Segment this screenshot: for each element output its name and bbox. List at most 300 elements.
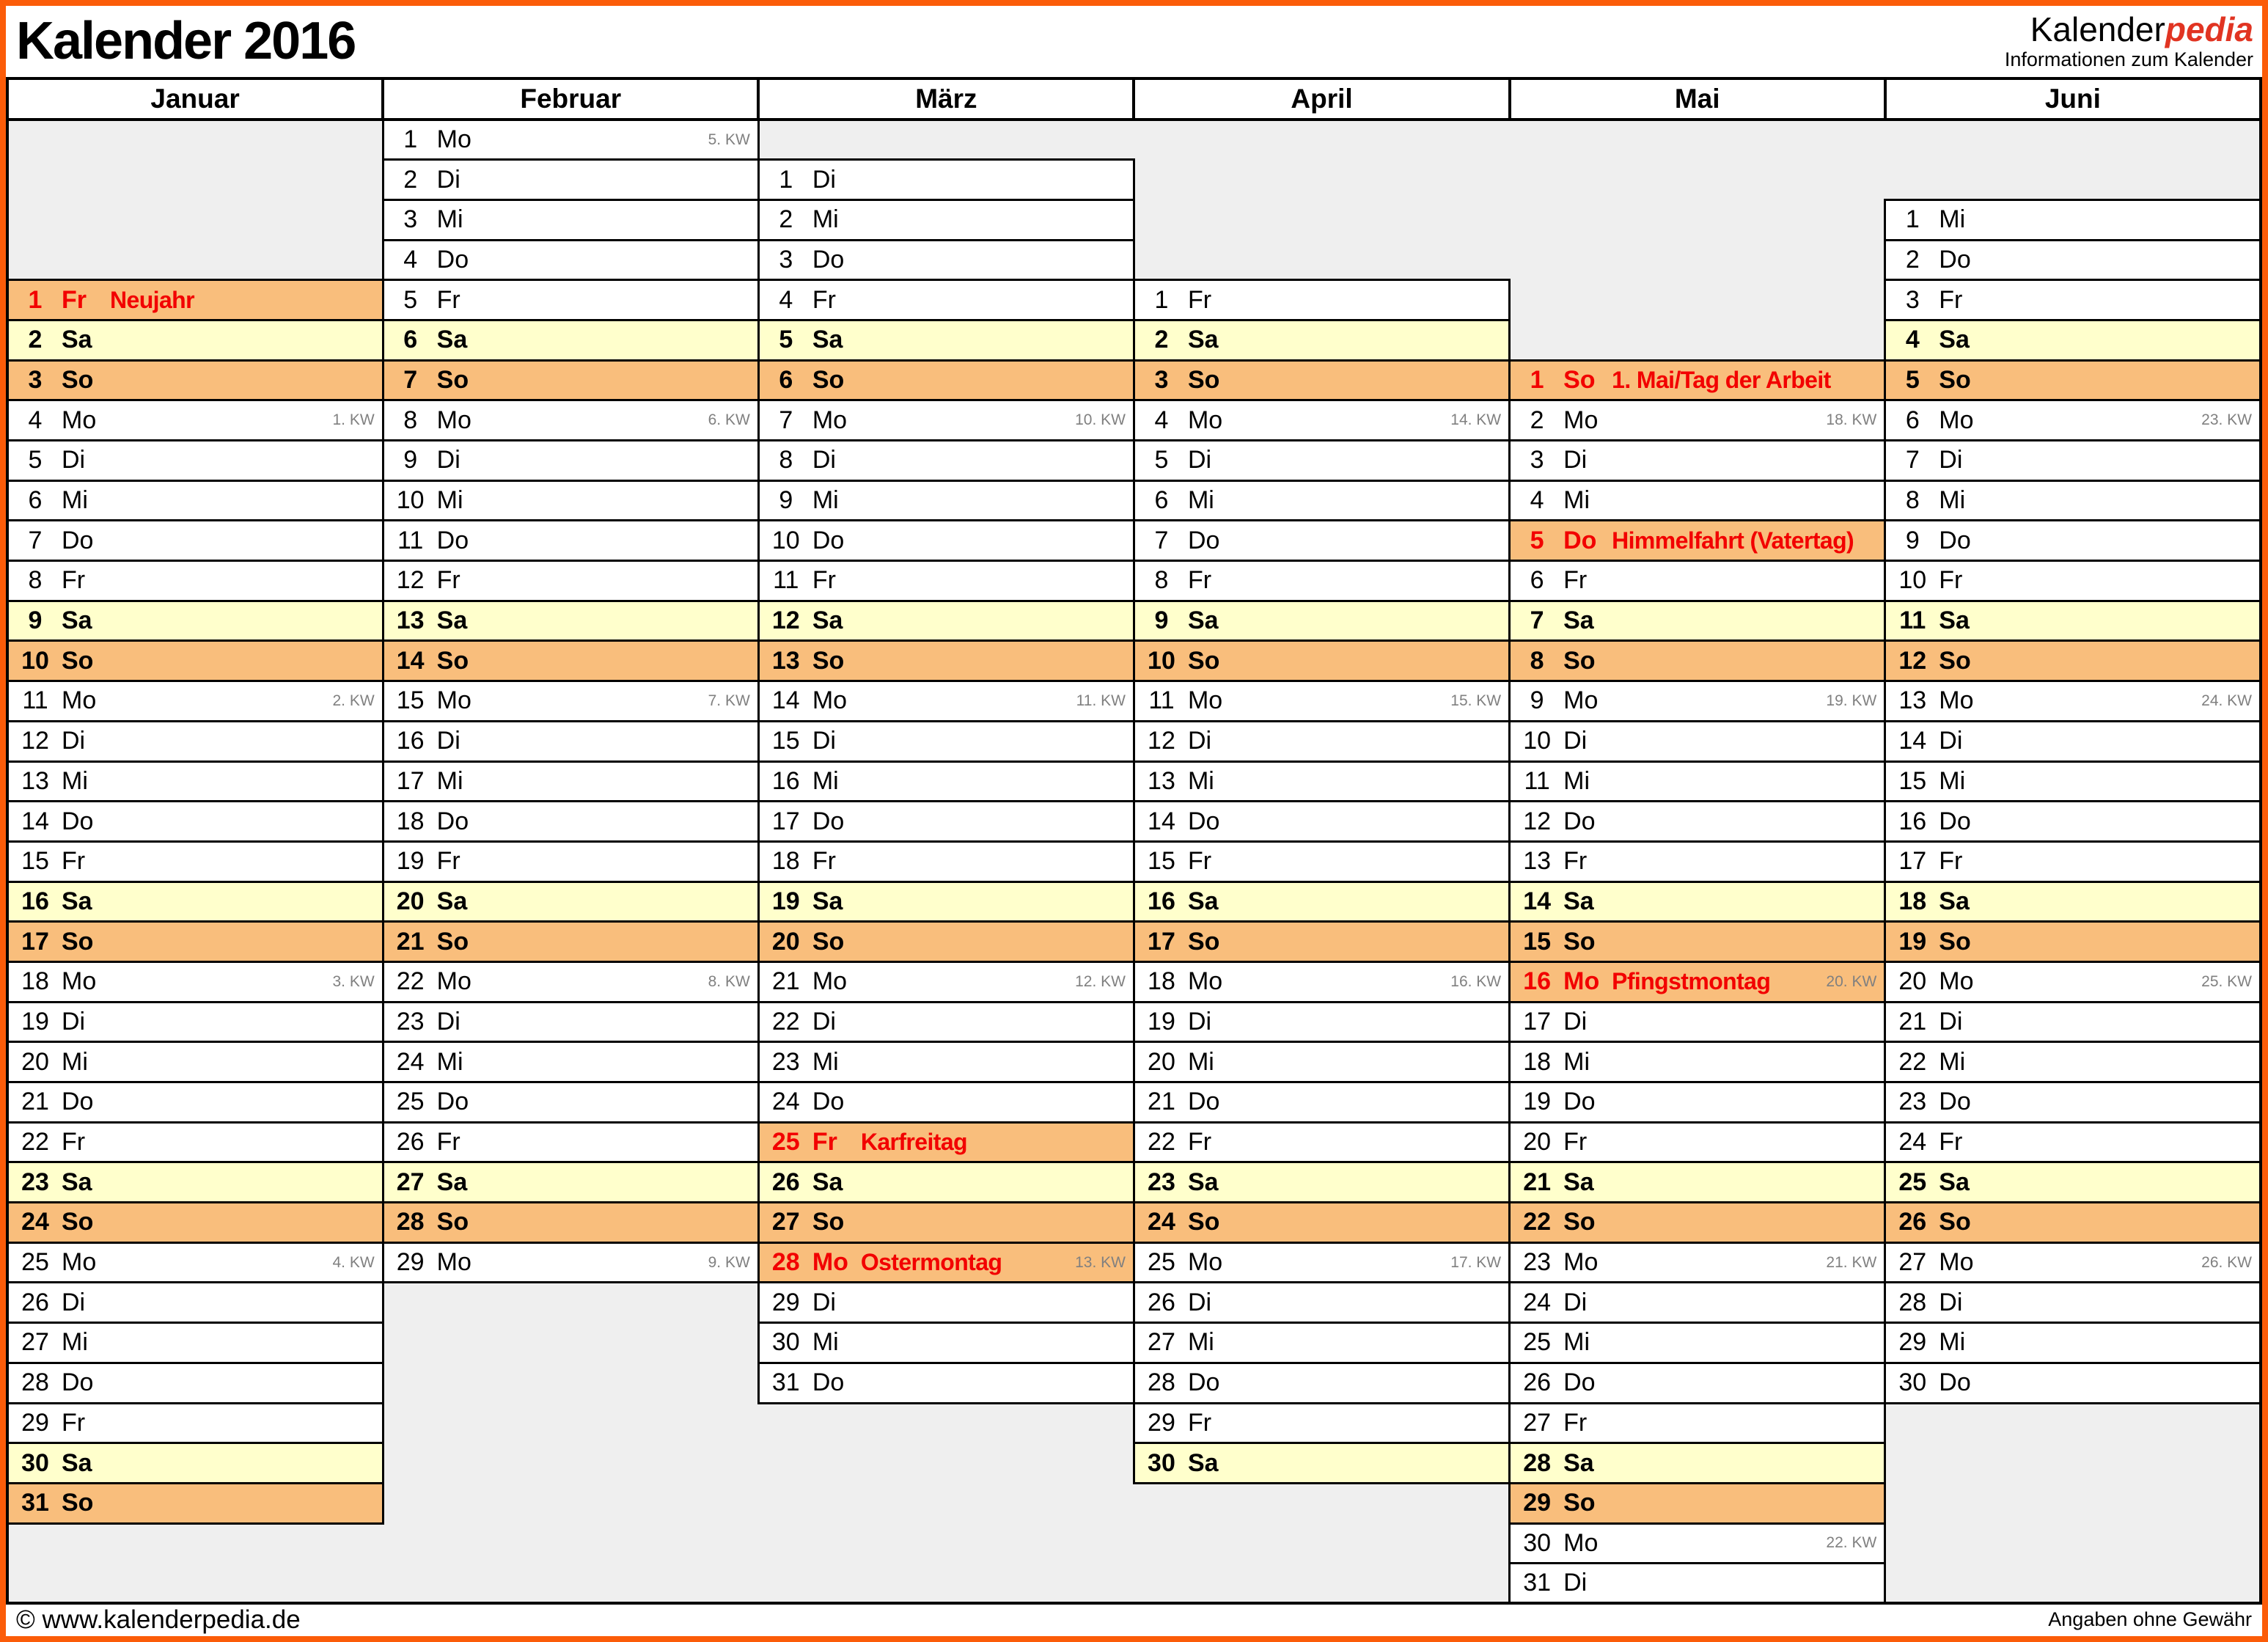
day-cell [758, 641, 1134, 681]
day-number: 20 [21, 1047, 49, 1076]
day-cell-content [1511, 767, 1884, 796]
day-cell [1134, 641, 1509, 681]
day-cell-content [1511, 807, 1884, 836]
empty-cell [7, 160, 383, 200]
day-cell [1510, 1363, 1885, 1403]
weekday-abbr: Do [1187, 1088, 1220, 1116]
calendar-row [7, 561, 2261, 601]
day-cell [758, 480, 1134, 521]
day-cell-content [760, 406, 1133, 435]
holiday-cell [1510, 521, 1885, 561]
day-cell [758, 360, 1134, 400]
weekday-abbr: Mo [436, 406, 471, 434]
day-number: 11 [1148, 686, 1175, 715]
empty-cell [1885, 1564, 2261, 1604]
day-cell-content [9, 286, 382, 315]
weekday-abbr: Fr [1939, 1128, 1963, 1157]
day-cell-content [760, 566, 1133, 595]
calendar-row [7, 802, 2261, 842]
day-number: 28 [1898, 1288, 1927, 1316]
day-cell-content [1511, 967, 1884, 996]
day-number: 28 [21, 1368, 49, 1397]
weekday-abbr: Fr [1939, 285, 1963, 314]
calendar-row [7, 1443, 2261, 1484]
empty-cell [7, 240, 383, 280]
calendar-row [7, 601, 2261, 641]
day-cell-content [384, 847, 757, 876]
day-cell [1134, 320, 1509, 360]
day-number: 6 [1154, 486, 1169, 515]
day-cell [1885, 601, 2261, 641]
day-number: 23 [21, 1168, 49, 1196]
calendar-row [7, 882, 2261, 922]
day-number: 8 [1154, 566, 1169, 595]
day-number: 6 [28, 486, 43, 515]
empty-cell [1885, 1523, 2261, 1564]
weekday-abbr: Fr [436, 847, 460, 876]
day-cell [383, 721, 758, 761]
day-number: 9 [1905, 526, 1920, 554]
day-number: 10 [1148, 646, 1175, 675]
calendar-row [7, 280, 2261, 320]
day-cell [383, 120, 758, 160]
day-number: 27 [1148, 1328, 1175, 1357]
month-header: Februar [383, 78, 758, 120]
weekday-abbr: Do [1563, 807, 1596, 835]
weekday-abbr: Mi [436, 1047, 463, 1076]
day-cell [758, 601, 1134, 641]
weekday-abbr: Mo [436, 967, 471, 996]
day-cell [1885, 441, 2261, 481]
day-number: 29 [21, 1408, 49, 1437]
weekday-abbr: Do [1187, 807, 1220, 835]
day-number: 24 [21, 1208, 49, 1236]
day-number: 29 [1148, 1408, 1175, 1437]
day-cell-content [1886, 1368, 2259, 1397]
day-cell [1885, 400, 2261, 441]
week-number-label: 10. KW [1075, 411, 1126, 429]
weekday-abbr: Sa [1187, 606, 1219, 635]
empty-cell [1134, 199, 1509, 240]
day-cell-content [760, 1168, 1133, 1197]
day-number: 25 [1523, 1328, 1552, 1357]
day-cell-content [1511, 1569, 1884, 1597]
day-cell-content [384, 166, 757, 194]
day-cell-content [760, 246, 1133, 274]
day-number: 4 [1154, 406, 1169, 434]
day-cell-content [384, 125, 757, 154]
day-cell [1134, 1283, 1509, 1323]
calendar-row [7, 441, 2261, 481]
empty-cell [1134, 1483, 1509, 1523]
day-cell [1885, 841, 2261, 882]
day-cell-content [384, 527, 757, 555]
day-number: 12 [396, 566, 425, 595]
weekday-abbr: Mi [1939, 1047, 1966, 1076]
day-number: 14 [396, 646, 425, 675]
day-number: 1 [1905, 205, 1920, 234]
day-cell-content [9, 326, 382, 354]
day-number: 29 [1898, 1328, 1927, 1357]
week-number-label: 9. KW [708, 1253, 750, 1271]
day-number: 3 [779, 245, 793, 274]
week-number-label: 4. KW [332, 1253, 375, 1271]
day-cell-content [384, 1048, 757, 1077]
calendar-row [7, 1002, 2261, 1042]
week-number-label: 21. KW [1826, 1253, 1877, 1271]
day-cell [1134, 1323, 1509, 1363]
day-cell-content [9, 727, 382, 755]
day-cell-content [1886, 1208, 2259, 1236]
weekday-abbr: Mo [1939, 967, 1974, 996]
day-number: 26 [1148, 1288, 1175, 1316]
day-number: 30 [1898, 1368, 1927, 1397]
day-cell [758, 199, 1134, 240]
weekday-abbr: Do [62, 526, 94, 554]
day-cell [758, 961, 1134, 1002]
day-cell-content [9, 1289, 382, 1317]
day-cell [383, 601, 758, 641]
weekday-abbr: Di [1563, 1007, 1588, 1036]
weekday-abbr: Fr [62, 566, 86, 595]
weekday-abbr: So [1939, 646, 1971, 675]
holiday-label: Karfreitag [860, 1129, 967, 1156]
week-number-label: 5. KW [708, 131, 750, 148]
day-cell [1510, 480, 1885, 521]
day-cell [1134, 280, 1509, 320]
day-cell [1510, 1122, 1885, 1162]
day-cell-content [1886, 647, 2259, 675]
weekday-abbr: Di [436, 727, 460, 755]
day-cell-content [760, 166, 1133, 194]
day-cell-content [1135, 366, 1508, 395]
day-cell-content [1511, 486, 1884, 515]
day-cell-content [1511, 1368, 1884, 1397]
weekday-abbr: Sa [1939, 326, 1970, 354]
day-cell-content [9, 1328, 382, 1357]
day-cell-content [384, 767, 757, 796]
day-number: 13 [771, 646, 800, 675]
weekday-abbr: Mo [1563, 686, 1599, 715]
page-title: Kalender 2016 [16, 12, 356, 70]
weekday-abbr: Sa [436, 606, 468, 635]
day-cell-content [1135, 928, 1508, 956]
day-number: 19 [1898, 927, 1927, 956]
day-number: 22 [1148, 1128, 1175, 1157]
day-number: 2 [1154, 326, 1169, 354]
calendar-row [7, 1242, 2261, 1283]
weekday-abbr: Mo [1187, 406, 1223, 434]
weekday-abbr: Sa [436, 1168, 468, 1196]
weekday-abbr: Mi [1939, 766, 1966, 795]
day-cell-content [1135, 326, 1508, 354]
day-number: 16 [1898, 807, 1927, 835]
day-cell [758, 521, 1134, 561]
weekday-abbr: Do [1939, 807, 1971, 835]
weekday-abbr: Mo [1187, 1248, 1223, 1277]
day-cell [1510, 1283, 1885, 1323]
day-cell-content [1135, 1048, 1508, 1077]
day-cell [758, 841, 1134, 882]
empty-cell [1885, 160, 2261, 200]
day-cell [383, 1162, 758, 1203]
weekday-abbr: Di [436, 165, 460, 194]
day-cell [1134, 1443, 1509, 1484]
day-cell [383, 240, 758, 280]
weekday-abbr: Fr [436, 285, 460, 314]
day-number: 19 [396, 847, 425, 876]
weekday-abbr: Fr [812, 1128, 837, 1157]
day-cell-content [1511, 366, 1884, 395]
day-number: 15 [396, 686, 425, 715]
day-number: 30 [771, 1328, 800, 1357]
day-cell [758, 1283, 1134, 1323]
calendar-row [7, 681, 2261, 722]
weekday-abbr: Do [436, 245, 469, 274]
week-number-label: 16. KW [1450, 972, 1502, 990]
day-cell-content [384, 406, 757, 435]
empty-cell [7, 1523, 383, 1564]
weekday-abbr: So [1563, 646, 1596, 675]
day-cell-content [1886, 1248, 2259, 1277]
day-number: 18 [396, 807, 425, 835]
weekday-abbr: Fr [1939, 566, 1963, 595]
day-number: 31 [21, 1489, 49, 1517]
weekday-abbr: Di [1187, 1007, 1212, 1036]
day-cell [1510, 1082, 1885, 1123]
day-number: 12 [1523, 807, 1552, 835]
weekday-abbr: Mi [812, 766, 839, 795]
day-cell [1510, 1042, 1885, 1082]
day-cell [1510, 841, 1885, 882]
day-number: 2 [779, 205, 793, 234]
calendar-row [7, 1323, 2261, 1363]
day-cell [7, 1122, 383, 1162]
weekday-abbr: Mo [62, 686, 97, 715]
day-cell [758, 1323, 1134, 1363]
day-number: 3 [403, 205, 418, 234]
day-cell-content [1135, 887, 1508, 916]
empty-cell [7, 120, 383, 160]
day-number: 18 [21, 967, 49, 996]
day-cell [1134, 601, 1509, 641]
day-cell [7, 961, 383, 1002]
empty-cell [383, 1403, 758, 1443]
weekday-abbr: Di [1187, 446, 1212, 474]
weekday-abbr: Mi [1187, 486, 1214, 515]
weekday-abbr: Do [62, 1368, 94, 1397]
calendar-row [7, 761, 2261, 802]
weekday-abbr: So [1187, 1208, 1220, 1236]
day-cell-content [1135, 967, 1508, 996]
day-cell-content [1886, 686, 2259, 715]
day-number: 21 [1148, 1088, 1175, 1116]
day-cell-content [9, 606, 382, 635]
day-cell-content [384, 566, 757, 595]
empty-cell [758, 1483, 1134, 1523]
week-number-label: 18. KW [1826, 411, 1877, 429]
weekday-abbr: Fr [62, 1128, 86, 1157]
day-number: 13 [21, 766, 49, 795]
day-number: 12 [1148, 727, 1175, 755]
day-cell-content [384, 928, 757, 956]
day-number: 11 [1899, 606, 1926, 635]
day-cell-content [760, 446, 1133, 474]
day-cell-content [1135, 566, 1508, 595]
day-number: 17 [1148, 927, 1175, 956]
weekday-abbr: Sa [436, 887, 468, 915]
day-number: 19 [21, 1007, 49, 1036]
day-cell-content [9, 1248, 382, 1277]
holiday-label: 1. Mai/Tag der Arbeit [1612, 366, 1831, 393]
day-number: 18 [771, 847, 800, 876]
day-cell [7, 922, 383, 962]
calendar-row [7, 1042, 2261, 1082]
day-cell [1885, 1323, 2261, 1363]
day-cell [1885, 1042, 2261, 1082]
day-cell-content [1135, 286, 1508, 315]
empty-cell [1510, 280, 1885, 320]
day-cell [1885, 1002, 2261, 1042]
weekday-abbr: Mi [1939, 1328, 1966, 1357]
day-cell [1885, 480, 2261, 521]
day-cell [383, 1082, 758, 1123]
day-number: 25 [771, 1128, 800, 1157]
day-number: 16 [396, 727, 425, 755]
day-cell [1885, 1162, 2261, 1203]
day-cell [1510, 1002, 1885, 1042]
day-cell-content [1135, 1168, 1508, 1197]
empty-cell [758, 1443, 1134, 1484]
day-cell [7, 1002, 383, 1042]
day-cell [1134, 1162, 1509, 1203]
day-cell [383, 441, 758, 481]
day-number: 24 [771, 1088, 800, 1116]
empty-cell [758, 120, 1134, 160]
day-cell-content [1511, 887, 1884, 916]
day-cell-content [9, 1048, 382, 1077]
day-number: 8 [779, 446, 793, 474]
empty-cell [1134, 240, 1509, 280]
day-cell [7, 1403, 383, 1443]
weekday-abbr: Sa [1939, 887, 1970, 915]
calendar-row [7, 1403, 2261, 1443]
day-cell [758, 1363, 1134, 1403]
day-cell-content [1886, 1008, 2259, 1036]
day-cell [1134, 1042, 1509, 1082]
day-number: 24 [1523, 1288, 1552, 1316]
day-cell-content [1511, 1248, 1884, 1277]
day-cell [1885, 922, 2261, 962]
day-number: 15 [771, 727, 800, 755]
weekday-abbr: Mo [1563, 967, 1600, 996]
day-cell-content [1511, 406, 1884, 435]
day-number: 10 [396, 486, 425, 515]
day-cell [383, 521, 758, 561]
empty-cell [758, 1523, 1134, 1564]
day-cell [7, 1042, 383, 1082]
day-cell [758, 400, 1134, 441]
weekday-abbr: Sa [62, 606, 92, 635]
day-cell-content [1511, 686, 1884, 715]
weekday-abbr: So [1187, 365, 1220, 394]
weekday-abbr: Do [1939, 526, 1971, 554]
day-number: 19 [771, 887, 800, 915]
day-cell-content [760, 1128, 1133, 1157]
weekday-abbr: Mi [1563, 1328, 1590, 1357]
calendar-row [7, 320, 2261, 360]
day-cell-content [1511, 1208, 1884, 1236]
day-cell-content [9, 1489, 382, 1517]
day-cell-content [760, 1289, 1133, 1317]
weekday-abbr: Di [62, 446, 86, 474]
weekday-abbr: Sa [62, 1448, 92, 1477]
day-cell [7, 721, 383, 761]
weekday-abbr: Sa [812, 326, 843, 354]
day-cell [1510, 641, 1885, 681]
empty-cell [1510, 199, 1885, 240]
day-cell [383, 882, 758, 922]
day-cell-content [760, 686, 1133, 715]
day-cell-content [1886, 767, 2259, 796]
day-cell-content [384, 326, 757, 354]
weekday-abbr: Do [812, 807, 845, 835]
day-cell-content [1511, 606, 1884, 635]
day-number: 17 [771, 807, 800, 835]
day-number: 17 [1523, 1007, 1552, 1036]
day-cell-content [760, 286, 1133, 315]
day-number: 19 [1523, 1088, 1552, 1116]
day-cell [1885, 1283, 2261, 1323]
day-cell [7, 1483, 383, 1523]
day-cell-content [9, 486, 382, 515]
weekday-abbr: Di [62, 727, 86, 755]
weekday-abbr: Fr [436, 1128, 460, 1157]
day-number: 14 [771, 686, 800, 715]
weekday-abbr: Fr [1187, 566, 1212, 595]
day-number: 6 [779, 365, 793, 394]
day-number: 18 [1523, 1047, 1552, 1076]
day-cell-content [760, 1008, 1133, 1036]
week-number-label: 26. KW [2201, 1253, 2252, 1271]
empty-cell [758, 1403, 1134, 1443]
day-cell-content [760, 205, 1133, 234]
empty-cell [1134, 1523, 1509, 1564]
day-cell-content [1135, 486, 1508, 515]
logo-wordmark [2005, 11, 2253, 48]
day-number: 24 [1898, 1128, 1927, 1157]
day-cell-content [1135, 1409, 1508, 1437]
day-cell [1510, 561, 1885, 601]
day-cell-content [1886, 486, 2259, 515]
day-cell [758, 721, 1134, 761]
weekday-abbr: Sa [62, 326, 92, 354]
calendar-row [7, 1122, 2261, 1162]
day-number: 22 [771, 1007, 800, 1036]
day-cell-content [384, 246, 757, 274]
day-number: 5 [1154, 446, 1169, 474]
day-number: 3 [1905, 285, 1920, 314]
day-number: 5 [779, 326, 793, 354]
day-number: 27 [21, 1328, 49, 1357]
day-cell [1510, 1564, 1885, 1604]
day-cell-content [1135, 1208, 1508, 1236]
weekday-abbr: So [62, 365, 94, 394]
weekday-abbr: Do [812, 1368, 845, 1397]
weekday-abbr: Fr [1187, 847, 1212, 876]
day-cell [1134, 1122, 1509, 1162]
weekday-abbr: Fr [1563, 1408, 1588, 1437]
